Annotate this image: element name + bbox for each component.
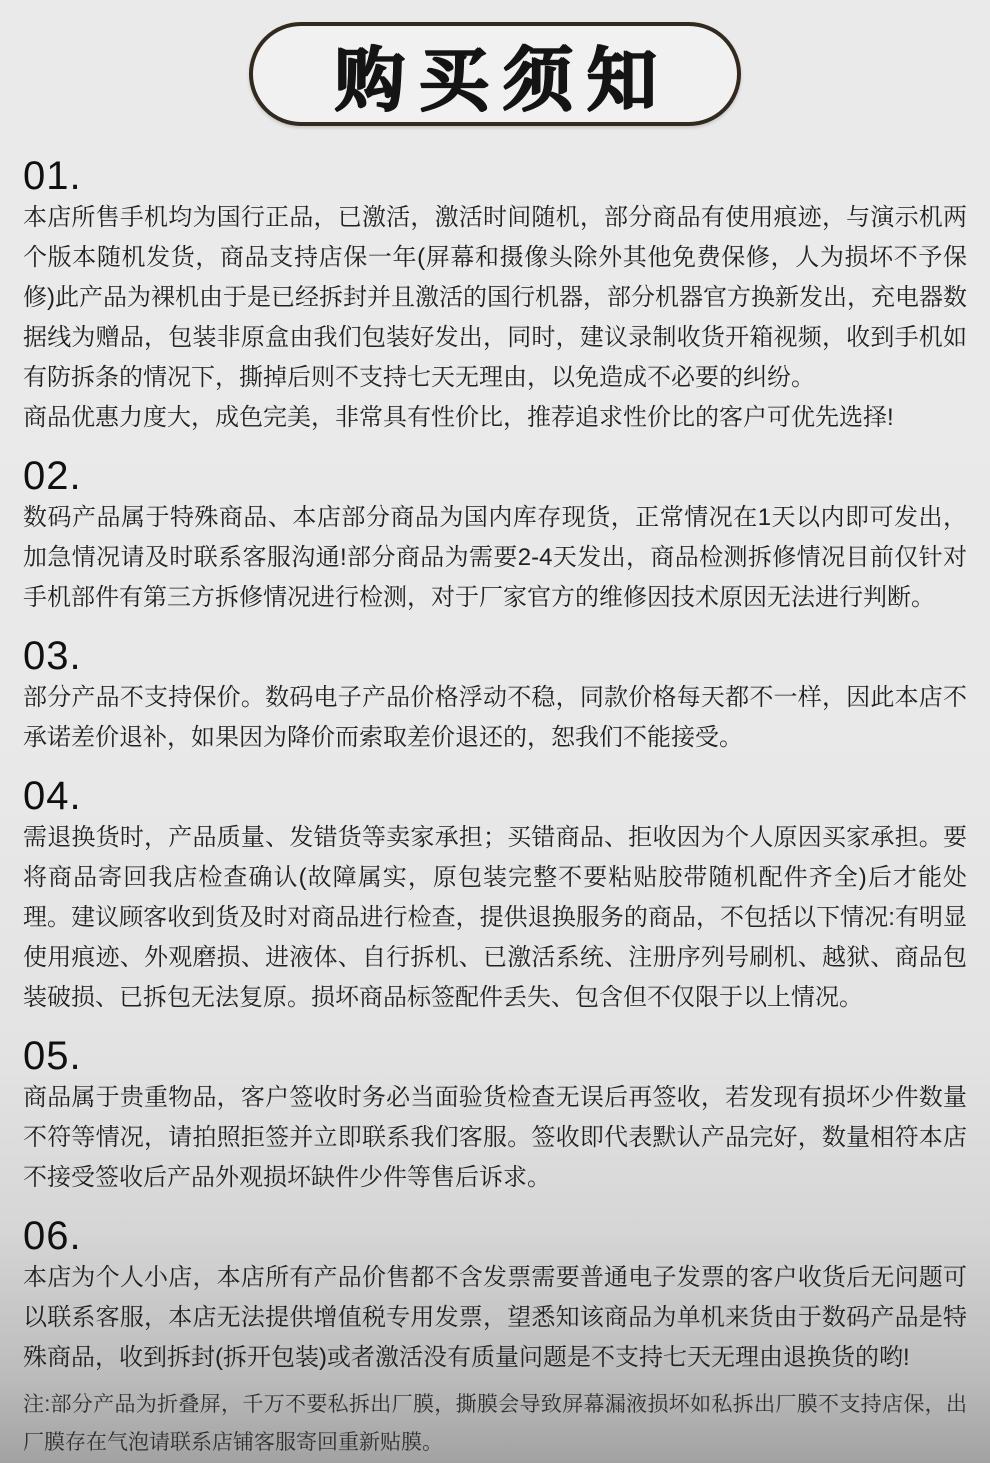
section-paragraph: 部分产品不支持保价。数码电子产品价格浮动不稳，同款价格每天都不一样，因此本店不承诺差价退补，如果因为降价而索取差价退还的，恕我们不能接受。 — [23, 684, 967, 751]
section-paragraph: 商品优惠力度大，成色完美，非常具有性价比，推荐追求性价比的客户可优先选择! — [23, 404, 894, 431]
section-03 — [23, 636, 967, 758]
section-number: 06. — [23, 1214, 82, 1258]
section-04 — [23, 776, 967, 1018]
section-number: 03. — [23, 634, 82, 678]
section-05 — [23, 1036, 967, 1198]
section-01 — [23, 156, 967, 438]
section-06 — [23, 1216, 967, 1378]
section-number: 02. — [23, 454, 82, 498]
purchase-notice-title-box — [249, 22, 741, 126]
section-number: 04. — [23, 774, 82, 818]
section-paragraph: 需退换货时，产品质量、发错货等卖家承担；买错商品、拒收因为个人原因买家承担。要将商品寄回我店检查确认(故障属实，原包装完整不要粘贴胶带随机配件齐全)后才能处理。建议顾客收到货及时对商品进行检查，提供退换服务的商品，不包括以下情况:有明显使用痕迹、外观磨损、进液体、自行拆机、已激活系统、注册序列号刷机、越狱、商品包装破损、已拆包无法复原。损坏商品标签配件丢失、包含但不仅限于以上情况。 — [23, 824, 967, 1011]
section-number: 05. — [23, 1034, 82, 1078]
section-paragraph: 本店所售手机均为国行正品，已激活，激活时间随机，部分商品有使用痕迹，与演示机两个版本随机发货，商品支持店保一年(屏幕和摄像头除外其他免费保修，人为损坏不予保修)此产品为裸机由于是已经拆封并且激活的国行机器，部分机器官方换新发出，充电器数据线为赠品，包装非原盒由我们包装好发出，同时，建议录制收货开箱视频，收到手机如有防拆条的情况下，撕掉后则不支持七天无理由，以免造成不必要的纠纷。 — [23, 204, 967, 391]
section-paragraph: 商品属于贵重物品，客户签收时务必当面验货检查无误后再签收，若发现有损坏少件数量不符等情况，请拍照拒签并立即联系我们客服。签收即代表默认产品完好，数量相符本店不接受签收后产品外观损坏缺件少件等售后诉求。 — [23, 1084, 967, 1191]
section-02 — [23, 456, 967, 618]
footnote: 注:部分产品为折叠屏，千万不要私拆出厂膜，撕膜会导致屏幕漏液损坏如私拆出厂膜不支持店保，出厂膜存在气泡请联系店铺客服寄回重新贴膜。 — [23, 1393, 967, 1454]
section-paragraph: 数码产品属于特殊商品、本店部分商品为国内库存现货，正常情况在1天以内即可发出，加急情况请及时联系客服沟通!部分商品为需要2-4天发出，商品检测拆修情况目前仅针对手机部件有第三方拆修情况进行检测，对于厂家官方的维修因技术原因无法进行判断。 — [23, 504, 967, 611]
page-title: 购买须知 — [334, 40, 670, 119]
section-paragraph: 本店为个人小店，本店所有产品价售都不含发票需要普通电子发票的客户收货后无问题可以联系客服，本店无法提供增值税专用发票，望悉知该商品为单机来货由于数码产品是特殊商品，收到拆封(拆开包装)或者激活没有质量问题是不支持七天无理由退换货的哟! — [23, 1264, 967, 1371]
section-number: 01. — [23, 154, 82, 198]
